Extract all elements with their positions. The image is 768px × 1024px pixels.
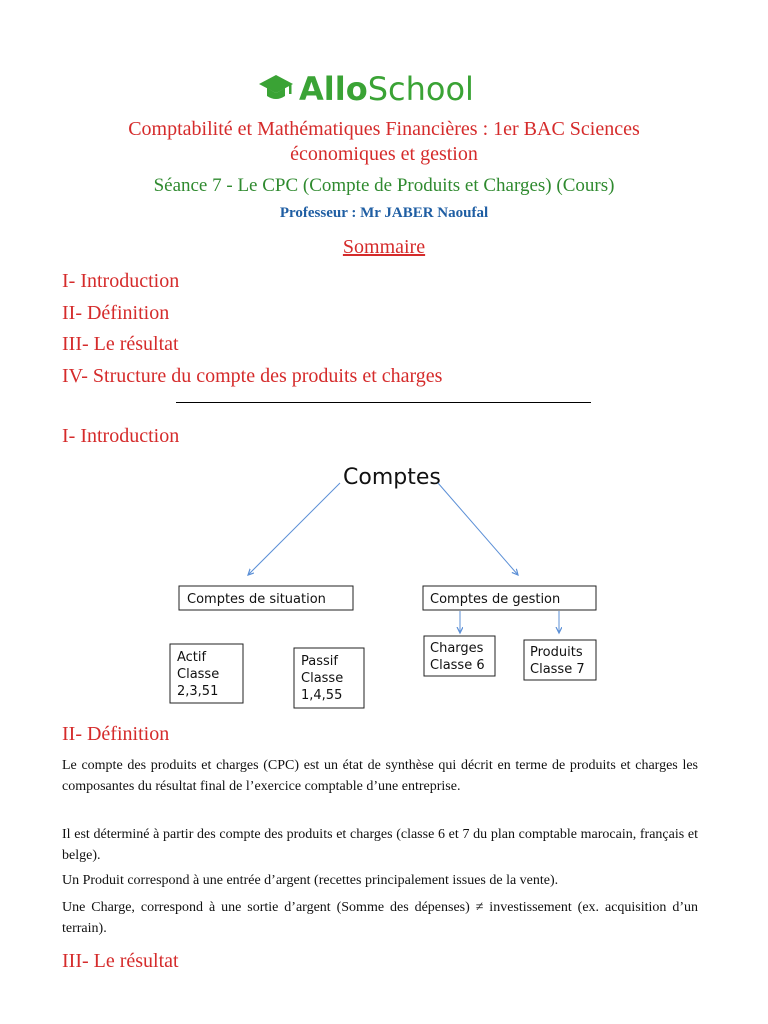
actif-line-1: Actif — [177, 650, 207, 665]
section-divider — [176, 402, 591, 403]
definition-paragraph-2: Il est déterminé à partir des compte des produits et charges (classe 6 et 7 du plan comptable marocain, français et belge). — [62, 827, 698, 863]
definition-paragraph-1: Le compte des produits et charges (CPC) est un état de synthèse qui décrit en terme de produits et charges les composantes du résultat final de l’exercice comptable d’une entreprise. — [62, 758, 698, 794]
passif-line-3: 1,4,55 — [301, 688, 343, 703]
label-comptes-gestion: Comptes de gestion — [430, 592, 561, 607]
passif-line-1: Passif — [301, 654, 338, 669]
subject-title — [0, 117, 768, 167]
graduation-cap-icon — [259, 75, 293, 99]
summary-item: II- Définition — [62, 301, 170, 324]
subject-line-2: économiques et gestion — [290, 143, 478, 165]
passif-line-2: Classe — [301, 671, 344, 686]
professor-name: Professeur : Mr JABER Naoufal — [279, 205, 489, 221]
definition-paragraph-3: Un Produit correspond à une entrée d’argent (recettes principalement issues de la vente). — [62, 873, 559, 888]
summary-item: I- Introduction — [62, 270, 180, 292]
summary-item: IV- Structure du compte des produits et charges — [62, 364, 443, 387]
summary-title: Sommaire — [342, 236, 426, 258]
logo-text-bold: Allo — [299, 70, 368, 108]
alloschool-logo — [0, 64, 768, 114]
section-title-definition: II- Définition — [62, 723, 170, 745]
arrow-to-situation — [248, 483, 340, 575]
produits-line-2: Classe 7 — [530, 662, 585, 677]
section-title-introduction: I- Introduction — [62, 425, 180, 447]
actif-line-2: Classe — [177, 667, 220, 682]
charges-line-2: Classe 6 — [430, 658, 485, 673]
subject-line-1: Comptabilité et Mathématiques Financières : 1er BAC Sciences — [128, 118, 640, 140]
actif-line-3: 2,3,51 — [177, 684, 219, 699]
logo-text-rest: School — [367, 70, 474, 108]
label-comptes-situation: Comptes de situation — [187, 592, 326, 607]
arrow-to-gestion — [438, 483, 518, 575]
seance-title: Séance 7 - Le CPC (Compte de Produits et Charges) (Cours) — [153, 175, 615, 196]
summary-item: III- Le résultat — [62, 333, 179, 355]
summary-list — [62, 266, 442, 392]
comptes-diagram — [160, 456, 610, 716]
diagram-root-label: Comptes — [343, 465, 441, 490]
definition-paragraph-4: Une Charge, correspond à une sortie d’argent (Somme des dépenses) ≠ investissement (ex. acquisition d’un terrain). — [62, 900, 698, 936]
svg-text:AlloSchool — [299, 70, 474, 108]
charges-line-1: Charges — [430, 641, 484, 656]
produits-line-1: Produits — [530, 645, 583, 660]
section-title-resultat: III- Le résultat — [62, 950, 179, 972]
